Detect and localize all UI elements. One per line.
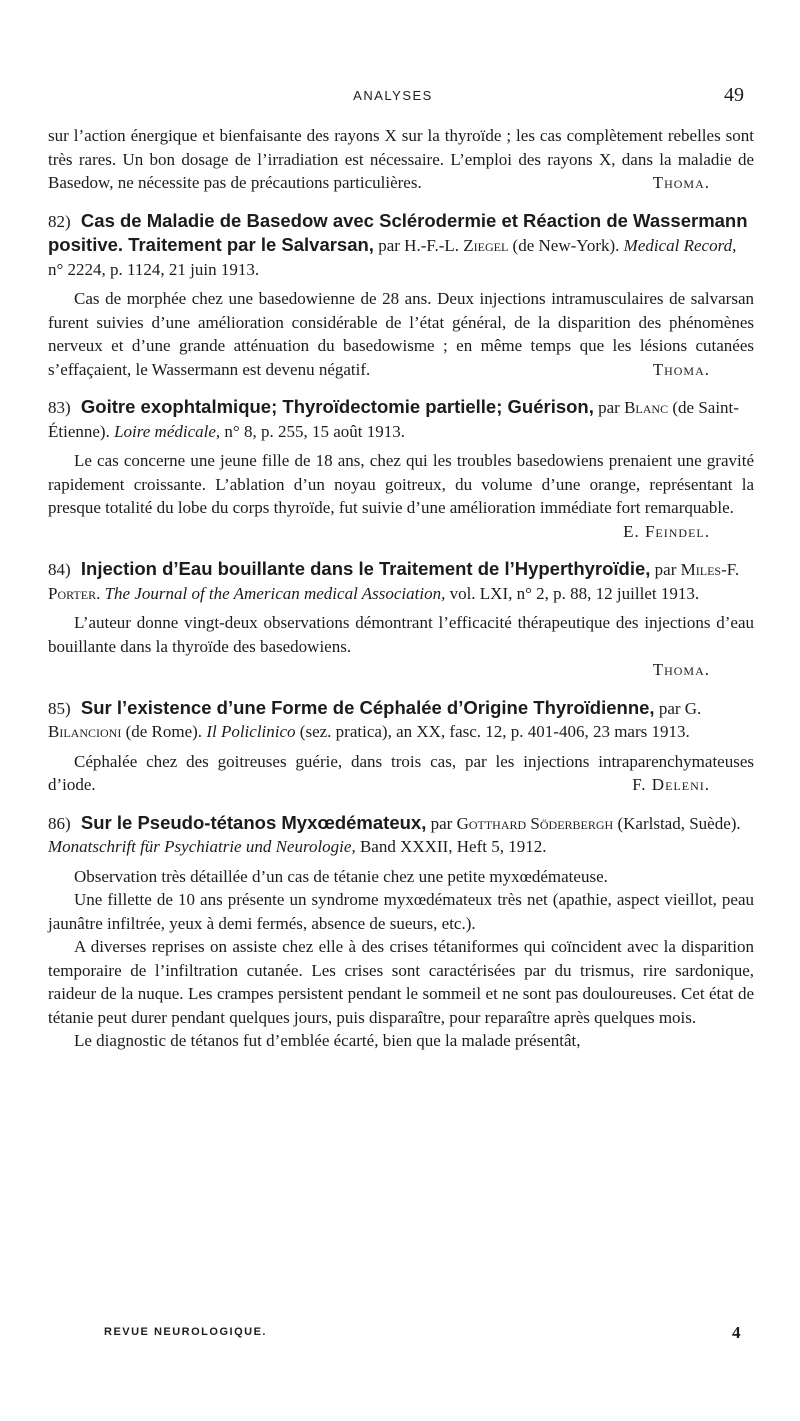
- entry-author-place: (Karlstad, Suède).: [617, 813, 741, 833]
- entry-title: Cas de Maladie de Basedow avec Sclérodermie et Réaction de Wassermann positive. Traitement par le Salvarsan,: [48, 209, 748, 255]
- entry-citation: vol. LXI, n° 2, p. 88, 12 juillet 1913.: [449, 583, 700, 603]
- entry-authors: Gotthard Söderbergh: [456, 813, 614, 833]
- entry-authors-prefix: par: [378, 236, 400, 255]
- page-number: 49: [724, 84, 744, 106]
- entry-paragraph: A diverses reprises on assiste chez elle à des crises tétaniformes qui coïncident avec la disparition temporaire de l’infiltration cutanée. Les crises sont caractérisées par du trismus, rire sardonique, raideur de la nuque. Les crampes persistent pendant le sommeil et ne sont pas douloureuses. Cet état de tétanie peut durer pendant quelques jours, puis disparaître, pour reparaître après quelques mois.: [48, 937, 754, 1027]
- entry-citation: Band XXXII, Heft 5, 1912.: [359, 837, 547, 856]
- entry-84: [48, 557, 754, 682]
- entry-signature: Thoma.: [652, 359, 710, 379]
- entry-citation: (sez. pratica), an XX, fasc. 12, p. 401-406, 23 mars 1913.: [299, 722, 690, 741]
- entry-journal: The Journal of the American medical Association,: [104, 583, 446, 603]
- entry-citation: n° 2224, p. 1124, 21 juin 1913.: [48, 259, 260, 279]
- entry-title: Goitre exophtalmique; Thyroïdectomie partielle; Guérison,: [80, 396, 594, 417]
- entry-paragraph: Le diagnostic de tétanos fut d’emblée écarté, bien que la malade présentât,: [74, 1031, 581, 1050]
- entry-heading: [48, 395, 754, 443]
- entry-author-place: (de New-York).: [512, 236, 620, 255]
- entry-paragraph: Céphalée chez des goitreuses guérie, dans trois cas, par les injections intraparenchymateuses d’iode.: [48, 751, 754, 794]
- running-title: ANALYSES: [353, 88, 433, 103]
- entry-authors: Blanc: [624, 398, 669, 417]
- entry-number: 85): [48, 698, 71, 718]
- entry-signature: E. Feindel.: [623, 521, 710, 541]
- entry-journal: Monatschrift für Psychiatrie und Neurologie,: [48, 837, 356, 856]
- entry-journal: Medical Record,: [623, 236, 737, 255]
- entry-number: 84): [48, 560, 71, 579]
- entry-authors-prefix: par: [598, 398, 620, 417]
- entry-author-place: (de Saint-Étienne).: [48, 398, 739, 441]
- entry-heading: [48, 209, 754, 282]
- entry-heading: [48, 811, 754, 859]
- entry-82: [48, 209, 754, 382]
- entry-authors-prefix: par: [654, 560, 677, 579]
- running-head: [0, 86, 800, 110]
- entry-authors-prefix: par: [430, 813, 453, 833]
- entry-journal: Loire médicale,: [114, 421, 221, 441]
- page-footer: [0, 1323, 800, 1350]
- entry-paragraph: Le cas concerne une jeune fille de 18 ans, chez qui les troubles basedowiens prenaient une gravité rapidement croissante. L’ablation d’un noyau goitreux, du volume d’une orange, représentant la presque totalité du lobe du corps thyroïde, fut suivie d’une amélioration immédiate fort remarquable.: [48, 451, 754, 517]
- entry-signature: Thoma.: [652, 660, 710, 679]
- entry-citation: n° 8, p. 255, 15 août 1913.: [224, 421, 405, 441]
- entry-title: Sur l’existence d’une Forme de Céphalée d’Origine Thyroïdienne,: [80, 696, 655, 718]
- entry-number: 83): [48, 398, 71, 417]
- entry-86: [48, 811, 754, 1053]
- entry-signature: F. Deleni.: [632, 775, 710, 794]
- entry-journal: Il Policlinico: [206, 722, 296, 741]
- article-body: [48, 124, 754, 1053]
- footer-journal-title: REVUE NEUROLOGIQUE.: [104, 1326, 267, 1338]
- intro-signature: Thoma.: [652, 173, 710, 192]
- entry-heading: [48, 696, 754, 744]
- entry-authors: Miles-F. Porter.: [48, 560, 740, 603]
- entry-83: [48, 395, 754, 543]
- entry-number: 86): [48, 813, 71, 833]
- footer-signature-mark: 4: [732, 1323, 741, 1342]
- entry-number: 82): [48, 211, 71, 231]
- entry-paragraph: L’auteur donne vingt-deux observations démontrant l’efficacité thérapeutique des injections d’eau bouillante dans la thyroïde des basedowiens.: [48, 613, 754, 656]
- entry-85: [48, 696, 754, 797]
- entry-heading: [48, 557, 754, 605]
- entry-authors: H.-F.-L. Ziegel: [404, 236, 509, 255]
- intro-paragraph: sur l’action énergique et bienfaisante des rayons X sur la thyroïde ; les cas complètement rebelles sont très rares. Un bon dosage de l’irradiation est nécessaire. L’emploi des rayons X, dans la maladie de Basedow, ne nécessite pas de précautions particulières.: [48, 126, 754, 192]
- entry-author-place: (de Rome).: [125, 722, 203, 741]
- entry-paragraph: Une fillette de 10 ans présente un syndrome myxœdémateux très net (apathie, aspect vieillot, peau jaunâtre infiltrée, yeux à demi fermés, absence de sueurs, etc.).: [48, 890, 754, 933]
- entry-authors: G. Bilancioni: [48, 698, 702, 741]
- entry-authors-prefix: par: [658, 698, 681, 718]
- entry-title: Sur le Pseudo-tétanos Myxœdémateux,: [80, 811, 427, 833]
- entry-paragraph: Observation très détaillée d’un cas de tétanie chez une petite myxœdémateuse.: [74, 866, 608, 886]
- entry-title: Injection d’Eau bouillante dans le Traitement de l’Hyperthyroïdie,: [80, 558, 651, 579]
- entry-paragraph: Cas de morphée chez une basedowienne de 28 ans. Deux injections intramusculaires de salvarsan furent suivies d’une amélioration considérable de l’état général, de la disparition des phénomènes nerveux et d’une grande atténuation du basedowisme ; en même temps que les lésions cutanées s’effaçaient, le Wassermann est devenu négatif.: [48, 289, 754, 379]
